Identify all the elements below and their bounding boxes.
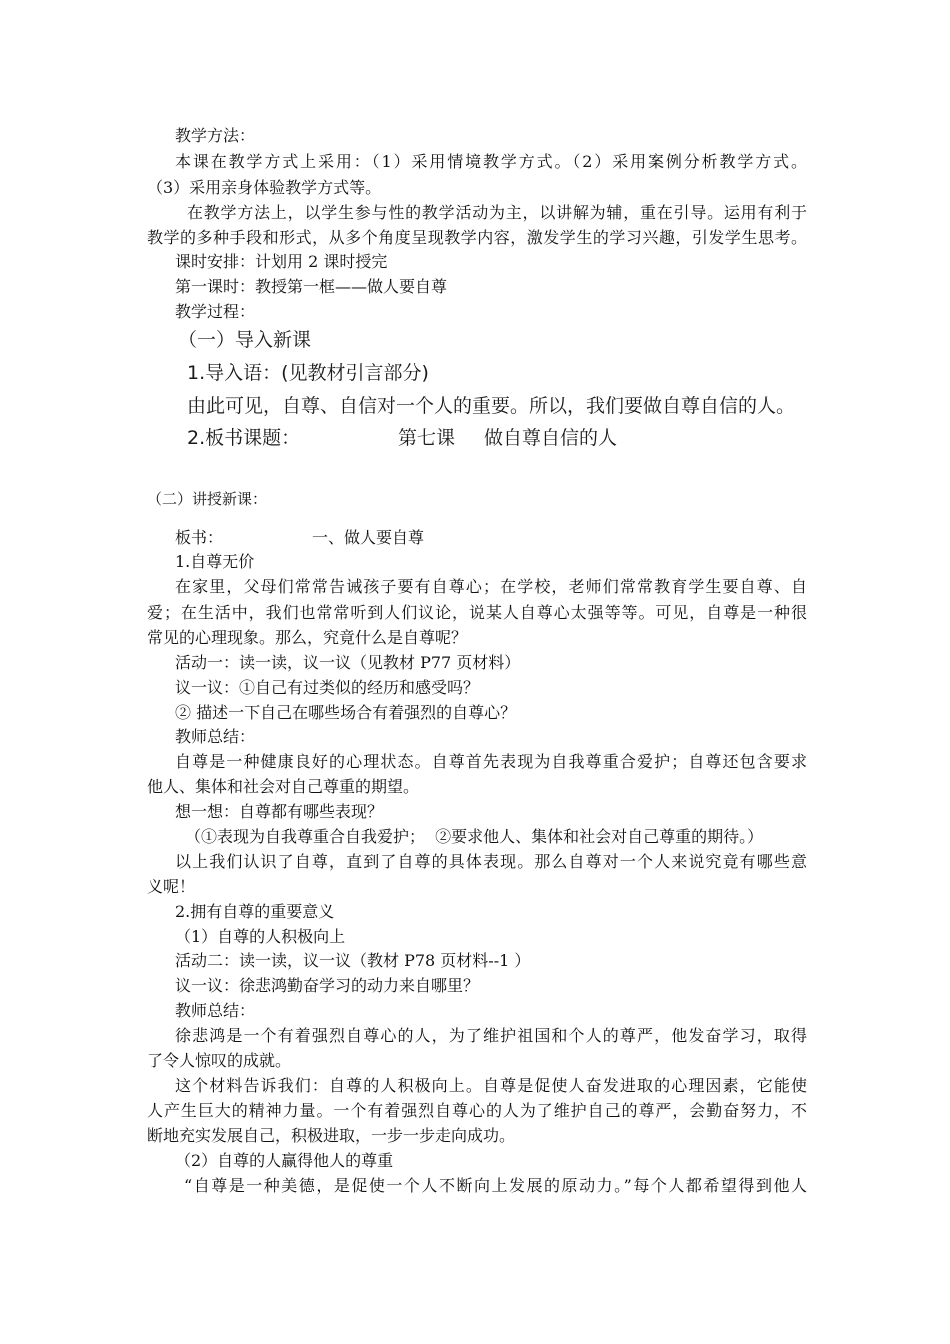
intro-item-2-label: 2.板书课题：: [187, 427, 301, 449]
paragraph-3-line-2: 义呢！: [147, 877, 196, 896]
think-answer: （①表现为自我尊重合自我爱护； ②要求他人、集体和社会对自己尊重的期待。）: [185, 827, 764, 846]
intro-item-1: 1.导入语：(见教材引言部分): [187, 362, 429, 384]
intro-item-2-title: 做自尊自信的人: [484, 427, 618, 449]
discussion-1: 议一议：①自己有过类似的经历和感受吗？: [175, 678, 480, 697]
discussion-2: ② 描述一下自己在哪些场合有着强烈的自尊心？: [175, 703, 517, 722]
paragraph-6-line-1: “自尊是一种美德，是促使一个人不断向上发展的原动力。”每个人都希望得到他人: [184, 1176, 807, 1195]
section-2-heading: 2.拥有自尊的重要意义: [175, 902, 335, 921]
intro-item-1-text: 由此可见，自尊、自信对一个人的重要。所以，我们要做自尊自信的人。: [187, 395, 796, 417]
discussion-3: 议一议：徐悲鸿勤奋学习的动力来自哪里？: [175, 976, 480, 995]
board-label: 板书：: [175, 528, 224, 547]
intro-item-2-lesson: 第七课: [398, 427, 456, 449]
method-line-1: 本课在教学方式上采用：（1）采用情境教学方式。（2）采用案例分析教学方式。: [175, 152, 807, 171]
method-paragraph-line-1: 在教学方法上，以学生参与性的教学活动为主，以讲解为辅，重在引导。运用有利于: [187, 203, 807, 222]
method-line-2: （3）采用亲身体验教学方式等。: [147, 178, 382, 197]
think-question: 想一想：自尊都有哪些表现？: [175, 802, 384, 821]
paragraph-3-line-1: 以上我们认识了自尊，直到了自尊的具体表现。那么自尊对一个人来说究竟有哪些意: [175, 852, 807, 871]
lecture-heading: （二）讲授新课：: [147, 490, 268, 508]
paragraph-4-line-2: 了令人惊叹的成就。: [147, 1051, 292, 1070]
method-paragraph-line-2: 教学的多种手段和形式，从多个角度呈现教学内容，激发学生的学习兴趣，引发学生思考。: [147, 228, 807, 247]
teacher-summary-2: 教师总结：: [175, 1001, 256, 1020]
paragraph-2-line-1: 自尊是一种健康良好的心理状态。自尊首先表现为自我尊重合爱护；自尊还包含要求: [175, 752, 807, 771]
section-2-1-heading: （1）自尊的人积极向上: [175, 927, 346, 946]
paragraph-2-line-2: 他人、集体和社会对自己尊重的期望。: [147, 777, 420, 796]
process-heading: 教学过程：: [175, 302, 256, 321]
activity-1: 活动一：读一读，议一议（见教材 P77 页材料）: [175, 653, 521, 672]
paragraph-5-line-2: 人产生巨大的精神力量。一个有着强烈自尊心的人为了维护自己的尊严，会勤奋努力，不: [147, 1101, 807, 1120]
method-heading: 教学方法：: [175, 126, 256, 145]
schedule-line: 课时安排：计划用 2 课时授完: [175, 252, 388, 271]
board-title: 一、做人要自尊: [312, 528, 425, 547]
teacher-summary-1: 教师总结：: [175, 727, 256, 746]
paragraph-5-line-1: 这个材料告诉我们：自尊的人积极向上。自尊是促使人奋发进取的心理因素，它能使: [175, 1076, 807, 1095]
paragraph-1-line-2: 爱；在生活中，我们也常常听到人们议论，说某人自尊心太强等等。可见，自尊是一种很: [147, 603, 807, 622]
paragraph-1-line-3: 常见的心理现象。那么，究竟什么是自尊呢？: [147, 628, 468, 647]
section-2-2-heading: （2）自尊的人赢得他人的尊重: [175, 1151, 394, 1170]
paragraph-4-line-1: 徐悲鸿是一个有着强烈自尊心的人，为了维护祖国和个人的尊严，他发奋学习，取得: [175, 1026, 807, 1045]
first-lesson-line: 第一课时：教授第一框——做人要自尊: [175, 277, 448, 296]
intro-heading: （一）导入新课: [178, 329, 312, 351]
paragraph-5-line-3: 断地充实发展自己，积极进取，一步一步走向成功。: [147, 1126, 516, 1145]
paragraph-1-line-1: 在家里，父母们常常告诫孩子要有自尊心；在学校，老师们常常教育学生要自尊、自: [175, 577, 807, 596]
section-1-heading: 1.自尊无价: [175, 552, 255, 571]
activity-2: 活动二：读一读，议一议（教材 P78 页材料--1 ）: [175, 951, 531, 970]
